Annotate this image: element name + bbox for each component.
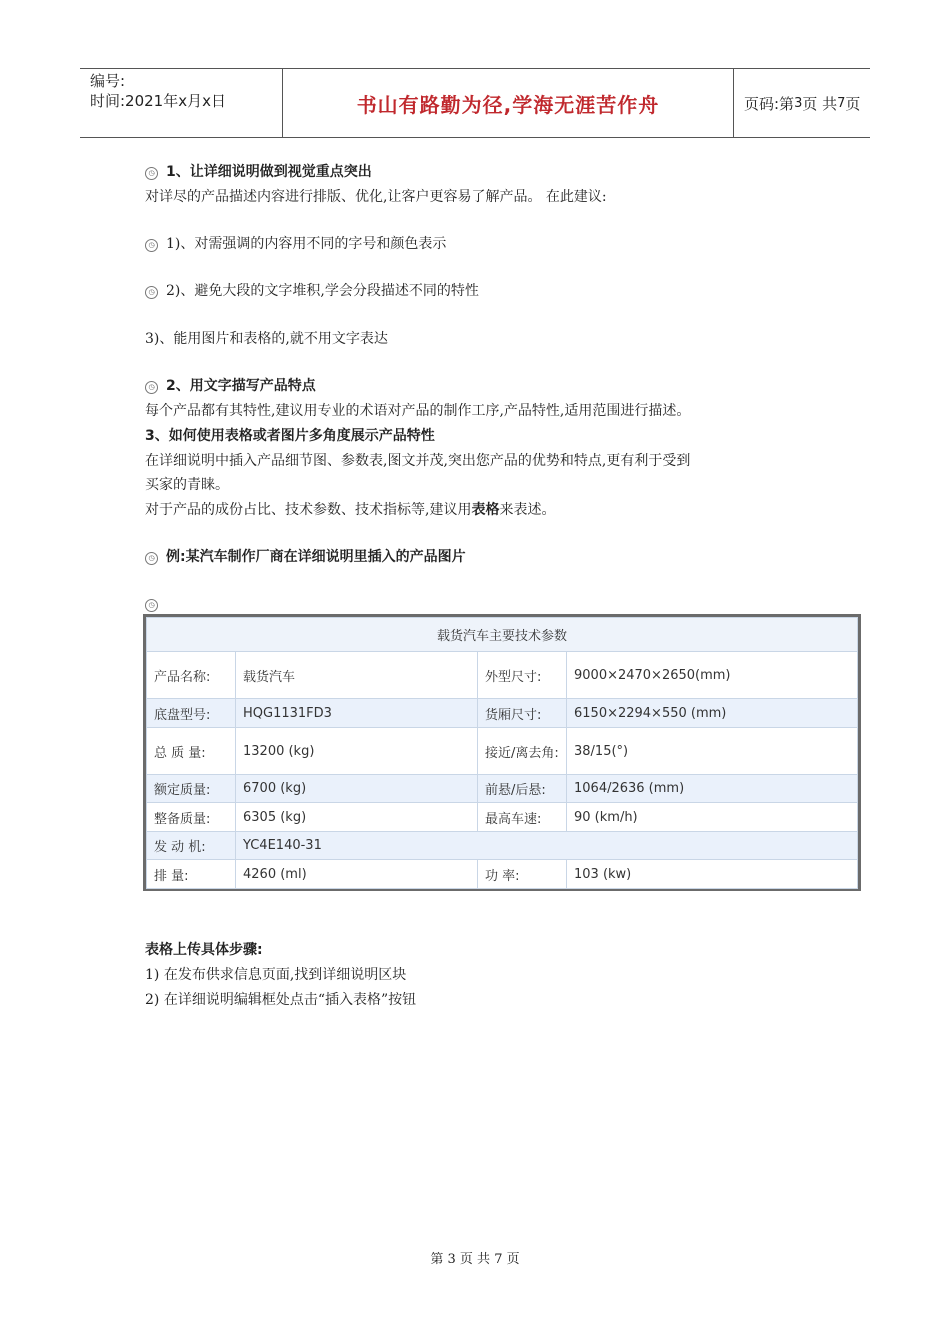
- page-header: [80, 68, 870, 138]
- spec-value: 13200 (kg): [236, 728, 478, 775]
- clock-bullet-icon: ◷: [145, 552, 158, 565]
- page-prefix: 页码:第: [744, 94, 795, 113]
- spec-label: 发 动 机:: [147, 832, 236, 860]
- number-label: 编号:: [90, 72, 126, 90]
- section-2-title: ◷ 2、用文字描写产品特点: [145, 376, 316, 396]
- page-footer: 第 3 页 共 7 页: [430, 1252, 520, 1267]
- spec-label: 排 量:: [147, 860, 236, 889]
- section-3-title: 3、如何使用表格或者图片多角度展示产品特性: [145, 428, 435, 444]
- section-1-title: ◷ 1、让详细说明做到视觉重点突出: [145, 162, 372, 182]
- spec-label: 接近/离去角:: [478, 728, 567, 775]
- spec-value: 6305 (kg): [236, 803, 478, 832]
- spec-value: 4260 (ml): [236, 860, 478, 889]
- page-mid: 页 共: [802, 94, 838, 113]
- section-3-text-3: 对于产品的成份占比、技术参数、技术指标等,建议用表格来表述。: [145, 502, 556, 518]
- clock-bullet-icon: ◷: [145, 239, 158, 252]
- spec-label: 前悬/后悬:: [478, 775, 567, 803]
- section-3-text-1: 在详细说明中插入产品细节图、参数表,图文并茂,突出您产品的优势和特点,更有利于受到: [145, 453, 691, 469]
- page-total: 7: [837, 95, 846, 111]
- spec-label: 产品名称:: [147, 652, 236, 699]
- spec-table-title: 载货汽车主要技术参数: [147, 618, 858, 652]
- spec-label: 货厢尺寸:: [478, 699, 567, 728]
- spec-label: 最高车速:: [478, 803, 567, 832]
- spec-value: HQG1131FD3: [236, 699, 478, 728]
- spec-value: 6700 (kg): [236, 775, 478, 803]
- section-1-item-1: ◷ 1)、对需强调的内容用不同的字号和颜色表示: [145, 234, 446, 254]
- spec-value: 9000×2470×2650(mm): [567, 652, 858, 699]
- spec-label: 额定质量:: [147, 775, 236, 803]
- clock-bullet-icon: ◷: [145, 599, 158, 612]
- spec-label: 外型尺寸:: [478, 652, 567, 699]
- spec-value: 90 (km/h): [567, 803, 858, 832]
- example-title: ◷ 例:某汽车制作厂商在详细说明里插入的产品图片: [145, 547, 466, 567]
- time-label: 时间:2021年x月x日: [90, 92, 226, 110]
- section-3-text-2: 买家的青睐。: [145, 477, 229, 493]
- header-motto: 书山有路勤为径,学海无涯苦作舟: [282, 69, 734, 137]
- spec-label: 总 质 量:: [147, 728, 236, 775]
- section-1-item-3: 3)、能用图片和表格的,就不用文字表达: [145, 331, 388, 347]
- section-1-text: 对详尽的产品描述内容进行排版、优化,让客户更容易了解产品。 在此建议:: [145, 189, 607, 205]
- image-marker: [145, 594, 166, 614]
- header-page-info: [734, 69, 870, 137]
- step-2: 2) 在详细说明编辑框处点击“插入表格”按钮: [145, 992, 417, 1008]
- page-suffix: 页: [845, 94, 861, 113]
- spec-value: 38/15(°): [567, 728, 858, 775]
- spec-value: 6150×2294×550 (mm): [567, 699, 858, 728]
- section-1-item-2: ◷ 2)、避免大段的文字堆积,学会分段描述不同的特性: [145, 281, 479, 301]
- clock-bullet-icon: ◷: [145, 286, 158, 299]
- spec-label: 底盘型号:: [147, 699, 236, 728]
- spec-value: 1064/2636 (mm): [567, 775, 858, 803]
- header-meta: [80, 69, 282, 137]
- spec-label: 整备质量:: [147, 803, 236, 832]
- section-2-text: 每个产品都有其特性,建议用专业的术语对产品的制作工序,产品特性,适用范围进行描述。: [145, 403, 691, 419]
- page-number: 3: [794, 95, 803, 111]
- spec-table: [146, 617, 858, 889]
- spec-table-image: [143, 614, 861, 891]
- spec-value: 载货汽车: [236, 652, 478, 699]
- clock-bullet-icon: ◷: [145, 167, 158, 180]
- spec-value: YC4E140-31: [236, 832, 858, 860]
- steps-title: 表格上传具体步骤:: [145, 942, 263, 958]
- spec-label: 功 率:: [478, 860, 567, 889]
- clock-bullet-icon: ◷: [145, 381, 158, 394]
- step-1: 1) 在发布供求信息页面,找到详细说明区块: [145, 967, 407, 983]
- spec-value: 103 (kw): [567, 860, 858, 889]
